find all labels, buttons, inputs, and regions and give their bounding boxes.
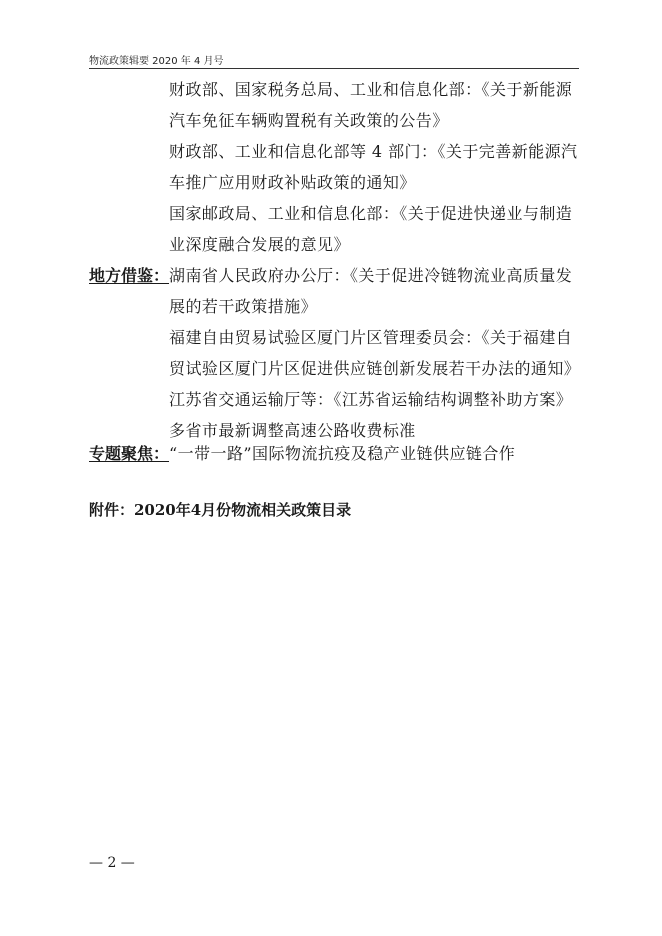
- policy-line: 展的若干政策措施》: [169, 297, 318, 316]
- topic-text: “一带一路”国际物流抗疫及稳产业链供应链合作: [169, 444, 516, 463]
- policy-line: 国家邮政局、工业和信息化部：《关于促进快递业与制造: [169, 204, 573, 223]
- policy-line: 业深度融合发展的意见》: [169, 235, 350, 254]
- policy-line: 财政部、工业和信息化部等 4 部门：《关于完善新能源汽: [169, 142, 578, 161]
- policy-line: 汽车免征车辆购置税有关政策的公告》: [169, 111, 449, 130]
- policy-line: 贸试验区厦门片区促进供应链创新发展若干办法的通知》: [169, 359, 581, 378]
- policy-line: 福建自由贸易试验区厦门片区管理委员会：《关于福建自: [169, 328, 573, 347]
- policy-line: 江苏省交通运输厅等：《江苏省运输结构调整补助方案》: [169, 390, 573, 409]
- running-header: 物流政策辑要 2020 年 4 月号: [89, 56, 224, 67]
- local-section-label: 地方借鉴：: [89, 266, 170, 285]
- header-rule: [89, 68, 579, 69]
- policy-line: 车推广应用财政补贴政策的通知》: [169, 173, 416, 192]
- policy-line: 湖南省人民政府办公厅：《关于促进冷链物流业高质量发: [169, 266, 573, 285]
- topic-section-label: 专题聚焦：: [89, 444, 170, 463]
- policy-line: 多省市最新调整高速公路收费标准: [169, 421, 416, 440]
- policy-line: 财政部、国家税务总局、工业和信息化部：《关于新能源: [169, 80, 573, 99]
- page-number: — 2 —: [89, 855, 135, 871]
- attachment-title: 附件：2020年4月份物流相关政策目录: [89, 501, 352, 519]
